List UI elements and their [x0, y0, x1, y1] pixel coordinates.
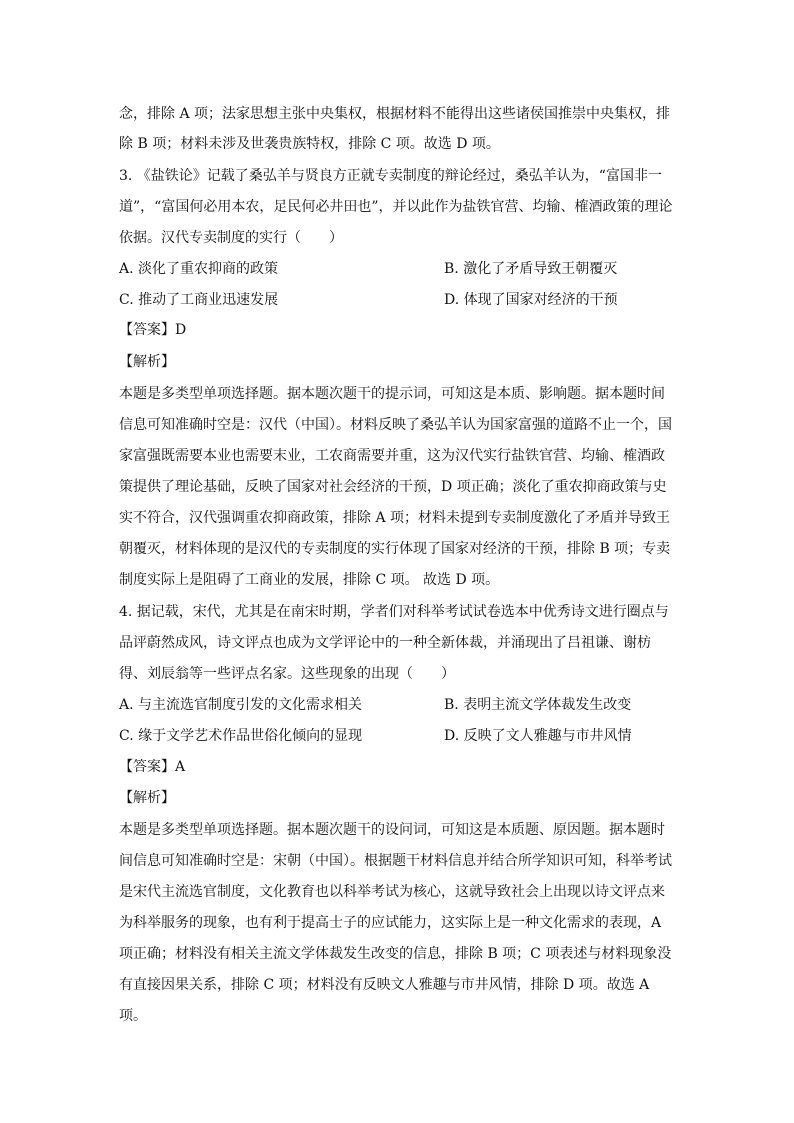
question-3-analysis-line: 实不符合，汉代强调重农抑商政策，排除 A 项；材料未提到专卖制度激化了矛盾并导致王: [119, 510, 671, 526]
question-4-analysis-line: 项正确；材料没有相关主流文学体裁发生改变的信息，排除 B 项；C 项表述与材料现象没: [119, 946, 672, 962]
intro-line: 念，排除 A 项；法家思想主张中央集权，根据材料不能得出这些诸侯国推崇中央集权，排: [119, 106, 671, 122]
question-4-analysis-line: 本题是多类型单项选择题。据本题次题干的设问词，可知这是本质题、原因题。据本题时: [119, 822, 665, 838]
question-4-analysis-line: 有直接因果关系，排除 C 项；材料没有反映文人雅趣与市井风情，排除 D 项。故选 A: [119, 977, 650, 993]
question-3-stem-line: 3. 《盐铁论》记载了桑弘羊与贤良方正就专卖制度的辩论经过，桑弘羊认为，“富国非一: [119, 168, 662, 184]
question-4-option-d: D. 反映了文人雅趣与市井风情: [444, 728, 632, 744]
question-4-stem-line: 品评蔚然成风，诗文评点也成为文学评论中的一种全新体裁，并涌现出了吕祖谦、谢枋: [119, 635, 651, 651]
question-4-analysis-line: 为科举服务的现象，也有利于提高士子的应试能力，这实际上是一种文化需求的表现，A: [119, 915, 662, 931]
question-4-analysis-line: 是宋代主流选官制度，文化教育也以科举考试为核心，这就导致社会上出现以诗文评点来: [119, 884, 665, 900]
question-3-analysis-line: 制度实际上是阻碍了工商业的发展，排除 C 项。 故选 D 项。: [119, 572, 500, 588]
question-3-analysis-line: 家富强既需要本业也需要末业，工农商需要并重，这为汉代实行盐铁官营、均输、榷酒政: [119, 448, 665, 464]
question-4-answer: 【答案】A: [119, 759, 186, 775]
question-4-analysis-line: 项。: [119, 1008, 147, 1024]
question-3-analysis-line: 本题是多类型单项选择题。据本题次题干的提示词，可知这是本质、影响题。据本题时间: [119, 386, 665, 402]
question-3-analysis-line: 策提供了理论基础，反映了国家对社会经济的干预，D 项正确；淡化了重农抑商政策与史: [119, 479, 667, 495]
question-3-option-b: B. 激化了矛盾导致王朝覆灭: [444, 261, 618, 277]
question-3-stem-line: 道”，“富国何必用本农，足民何必井田也”，并以此作为盐铁官营、均输、榷酒政策的理论: [119, 199, 673, 215]
question-4-analysis-heading: 【解析】: [119, 790, 175, 806]
question-3-analysis-line: 信息可知准确时空是：汉代（中国）。材料反映了桑弘羊认为国家富强的道路不止一个，国: [119, 417, 672, 433]
question-4-stem-line: 4. 据记载，宋代，尤其是在南宋时期，学者们对科举考试试卷选本中优秀诗文进行圈点与: [119, 604, 669, 620]
question-3-stem-line: 依据。汉代专卖制度的实行（ ）: [119, 230, 343, 246]
question-4-option-b: B. 表明主流文学体裁发生改变: [444, 697, 632, 713]
question-3-analysis-heading: 【解析】: [119, 354, 175, 370]
question-4-stem-line: 得、刘辰翁等一些评点名家。这些现象的出现（ ）: [119, 666, 455, 682]
question-3-analysis-line: 朝覆灭，材料体现的是汉代的专卖制度的实行体现了国家对经济的干预，排除 B 项；专卖: [119, 541, 671, 557]
question-3-option-c: C. 推动了工商业迅速发展: [119, 292, 279, 308]
question-3-answer: 【答案】D: [119, 322, 187, 338]
intro-line: 除 B 项；材料未涉及世袭贵族特权，排除 C 项。故选 D 项。: [119, 136, 500, 152]
question-3-option-d: D. 体现了国家对经济的干预: [444, 292, 618, 308]
question-4-option-c: C. 缘于文学艺术作品世俗化倾向的显现: [119, 728, 363, 744]
question-3-option-a: A. 淡化了重农抑商的政策: [119, 261, 279, 277]
question-4-option-a: A. 与主流选官制度引发的文化需求相关: [119, 697, 363, 713]
question-4-analysis-line: 间信息可知准确时空是：宋朝（中国）。根据题干材料信息并结合所学知识可知，科举考试: [119, 853, 672, 869]
